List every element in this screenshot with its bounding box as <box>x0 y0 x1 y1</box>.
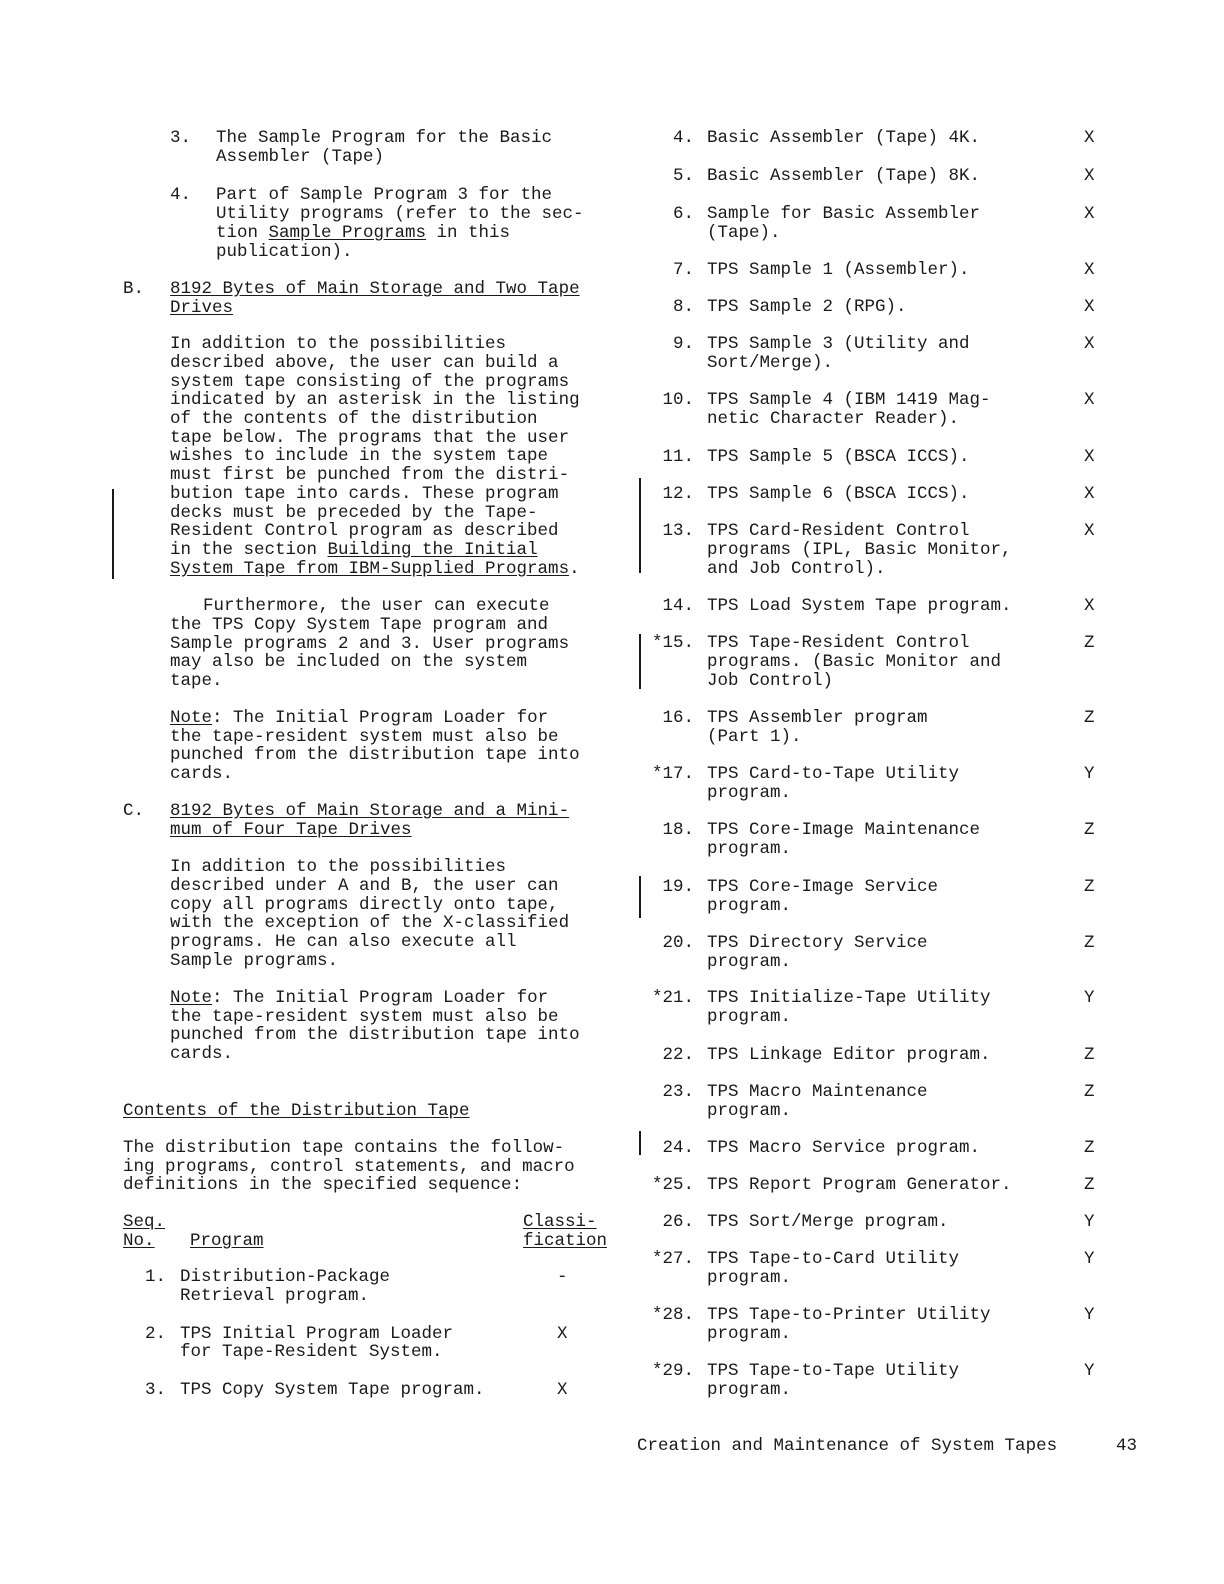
paragraph-line: tape. <box>170 671 223 691</box>
contents-heading: Contents of the Distribution Tape <box>123 1101 470 1121</box>
note-line: punched from the distribution tape into <box>170 745 580 765</box>
row-program: for Tape-Resident System. <box>180 1342 443 1362</box>
row-number: 12. <box>662 484 694 504</box>
row-classification: Y <box>1084 1361 1095 1381</box>
row-program: Sample for Basic Assembler <box>707 204 981 224</box>
revision-bar <box>639 1131 641 1155</box>
paragraph-line: decks must be preceded by the Tape- <box>170 503 538 523</box>
note-line <box>170 709 548 728</box>
row-program: and Job Control). <box>707 559 886 579</box>
row-number: *27. <box>651 1249 694 1269</box>
row-classification: Z <box>1084 708 1095 728</box>
row-number: *15. <box>651 633 694 653</box>
section-heading: Drives <box>170 298 234 318</box>
paragraph-line <box>170 560 580 579</box>
row-number: 26. <box>662 1212 694 1232</box>
paragraph-line: described above, the user can build a <box>170 353 559 373</box>
row-program: TPS Assembler program <box>707 708 928 728</box>
row-number: 8. <box>672 297 694 317</box>
table-header-classification: fication <box>523 1231 608 1251</box>
row-program: program. <box>707 1268 792 1288</box>
row-program: TPS Directory Service <box>707 933 928 953</box>
row-classification: X <box>557 1324 568 1344</box>
paragraph-line: tape below. The programs that the user <box>170 428 570 448</box>
row-classification: X <box>1084 128 1095 148</box>
row-number: 16. <box>662 708 694 728</box>
row-number: 20. <box>662 933 694 953</box>
section-heading: mum of Four Tape Drives <box>170 820 412 840</box>
section-heading: 8192 Bytes of Main Storage and a Mini- <box>170 801 570 821</box>
row-number: 2. <box>144 1324 166 1344</box>
row-number: *21. <box>651 988 694 1008</box>
row-number: 24. <box>662 1138 694 1158</box>
row-program: program. <box>707 783 792 803</box>
row-program: program. <box>707 1380 792 1400</box>
note-line: the tape-resident system must also be <box>170 727 559 747</box>
list-item-text: Utility programs (refer to the sec- <box>216 204 584 224</box>
row-classification: X <box>1084 297 1095 317</box>
row-classification: Z <box>1084 1045 1095 1065</box>
row-program: TPS Macro Service program. <box>707 1138 981 1158</box>
paragraph-line: Sample programs. <box>170 951 339 971</box>
row-number: *25. <box>651 1175 694 1195</box>
row-classification: X <box>1084 521 1095 541</box>
paragraph-line: with the exception of the X-classified <box>170 913 570 933</box>
row-number: 5. <box>672 166 694 186</box>
row-classification: X <box>557 1380 568 1400</box>
list-item-text: publication). <box>216 242 353 262</box>
row-program: program. <box>707 1007 792 1027</box>
row-program: Basic Assembler (Tape) 4K. <box>707 128 981 148</box>
row-program: TPS Sample 3 (Utility and <box>707 334 970 354</box>
row-program: netic Character Reader). <box>707 409 960 429</box>
row-classification: Z <box>1084 877 1095 897</box>
paragraph-line: Furthermore, the user can execute <box>203 596 550 616</box>
list-item-text: Part of Sample Program 3 for the <box>216 185 553 205</box>
paragraph-line: copy all programs directly onto tape, <box>170 895 559 915</box>
row-classification: X <box>1084 390 1095 410</box>
row-program: TPS Initialize-Tape Utility <box>707 988 991 1008</box>
row-number: *28. <box>651 1305 694 1325</box>
row-number: 7. <box>672 260 694 280</box>
paragraph-line: Resident Control program as described <box>170 521 559 541</box>
row-program: program. <box>707 839 792 859</box>
row-classification: Z <box>1084 1082 1095 1102</box>
table-header-program: Program <box>190 1231 264 1251</box>
text-span: tion <box>216 223 269 243</box>
row-program: TPS Tape-to-Tape Utility <box>707 1361 960 1381</box>
row-program: TPS Report Program Generator. <box>707 1175 1012 1195</box>
row-program: program. <box>707 1324 792 1344</box>
section-letter: C. <box>123 801 145 821</box>
list-item-number: 3. <box>170 128 192 148</box>
row-program: Job Control) <box>707 671 834 691</box>
text-span: in this <box>426 223 511 243</box>
row-number: 19. <box>662 877 694 897</box>
row-classification: - <box>557 1267 568 1287</box>
note-line: cards. <box>170 764 234 784</box>
paragraph-line: may also be included on the system <box>170 652 528 672</box>
paragraph-line: bution tape into cards. These program <box>170 484 559 504</box>
row-classification: Y <box>1084 1212 1095 1232</box>
row-classification: Y <box>1084 988 1095 1008</box>
row-program: TPS Core-Image Service <box>707 877 939 897</box>
row-classification: X <box>1084 447 1095 467</box>
text-span: : The Initial Program Loader for <box>212 988 549 1008</box>
row-program: TPS Sample 6 (BSCA ICCS). <box>707 484 970 504</box>
note-label: Note <box>170 708 213 728</box>
row-program: programs (IPL, Basic Monitor, <box>707 540 1012 560</box>
paragraph-line: In addition to the possibilities <box>170 857 507 877</box>
running-footer-title: Creation and Maintenance of System Tapes <box>637 1436 1058 1456</box>
paragraph-line: of the contents of the distribution <box>170 409 538 429</box>
revision-bar <box>639 478 641 573</box>
row-program: program. <box>707 952 792 972</box>
row-number: 9. <box>672 334 694 354</box>
paragraph-line: must first be punched from the distri- <box>170 465 570 485</box>
section-heading: 8192 Bytes of Main Storage and Two Tape <box>170 279 580 299</box>
row-classification: X <box>1084 484 1095 504</box>
row-program: TPS Core-Image Maintenance <box>707 820 981 840</box>
row-program: TPS Card-Resident Control <box>707 521 970 541</box>
row-program: TPS Linkage Editor program. <box>707 1045 991 1065</box>
row-program: TPS Tape-to-Printer Utility <box>707 1305 991 1325</box>
page-number: 43 <box>1116 1436 1138 1456</box>
row-program: Sort/Merge). <box>707 353 834 373</box>
row-classification: Y <box>1084 764 1095 784</box>
list-item-text: The Sample Program for the Basic <box>216 128 553 148</box>
row-number: 23. <box>662 1082 694 1102</box>
row-program: TPS Initial Program Loader <box>180 1324 454 1344</box>
row-program: TPS Load System Tape program. <box>707 596 1012 616</box>
building-initial-tape-link-cont[interactable]: System Tape from IBM-Supplied Programs <box>170 559 570 579</box>
row-program: TPS Copy System Tape program. <box>180 1380 485 1400</box>
revision-bar <box>112 489 114 579</box>
text-span: . <box>569 559 580 579</box>
note-line <box>170 989 548 1008</box>
row-classification: Y <box>1084 1305 1095 1325</box>
row-program: TPS Sample 1 (Assembler). <box>707 260 970 280</box>
row-program: program. <box>707 1101 792 1121</box>
paragraph-line: indicated by an asterisk in the listing <box>170 390 580 410</box>
row-number: 1. <box>144 1267 166 1287</box>
paragraph-line: definitions in the specified sequence: <box>123 1175 523 1195</box>
list-item-text: Assembler (Tape) <box>216 147 385 167</box>
row-program: TPS Sample 5 (BSCA ICCS). <box>707 447 970 467</box>
paragraph-line: system tape consisting of the programs <box>170 372 570 392</box>
row-program: TPS Macro Maintenance <box>707 1082 928 1102</box>
row-program: TPS Sample 2 (RPG). <box>707 297 907 317</box>
row-classification: X <box>1084 334 1095 354</box>
row-classification: Z <box>1084 1138 1095 1158</box>
row-number: 22. <box>662 1045 694 1065</box>
row-program: Basic Assembler (Tape) 8K. <box>707 166 981 186</box>
paragraph-line: The distribution tape contains the follow- <box>123 1138 565 1158</box>
row-number: 6. <box>672 204 694 224</box>
paragraph-line: programs. He can also execute all <box>170 932 517 952</box>
row-program: TPS Tape-to-Card Utility <box>707 1249 960 1269</box>
row-program: (Part 1). <box>707 727 802 747</box>
row-program: programs. (Basic Monitor and <box>707 652 1002 672</box>
row-number: 14. <box>662 596 694 616</box>
row-number: *29. <box>651 1361 694 1381</box>
row-program: TPS Sample 4 (IBM 1419 Mag- <box>707 390 991 410</box>
table-header-seq: Seq. <box>123 1212 166 1232</box>
paragraph-line: ing programs, control statements, and macro <box>123 1157 575 1177</box>
row-number: *17. <box>651 764 694 784</box>
list-item-text <box>216 224 510 243</box>
note-label: Note <box>170 988 213 1008</box>
row-program: (Tape). <box>707 223 781 243</box>
row-classification: X <box>1084 260 1095 280</box>
row-number: 10. <box>662 390 694 410</box>
table-header-classification: Classi- <box>523 1212 597 1232</box>
row-classification: Y <box>1084 1249 1095 1269</box>
row-program: TPS Sort/Merge program. <box>707 1212 949 1232</box>
row-classification: Z <box>1084 820 1095 840</box>
row-classification: Z <box>1084 633 1095 653</box>
note-line: the tape-resident system must also be <box>170 1007 559 1027</box>
building-initial-tape-link[interactable]: Building the Initial <box>327 540 538 560</box>
paragraph-line: described under A and B, the user can <box>170 876 559 896</box>
row-number: 3. <box>144 1380 166 1400</box>
row-classification: Z <box>1084 1175 1095 1195</box>
row-number: 4. <box>672 128 694 148</box>
table-header-no: No. <box>123 1231 155 1251</box>
list-item-number: 4. <box>170 185 192 205</box>
paragraph-line <box>170 541 538 560</box>
row-program: Retrieval program. <box>180 1286 370 1306</box>
paragraph-line: wishes to include in the system tape <box>170 446 549 466</box>
paragraph-line: In addition to the possibilities <box>170 334 507 354</box>
row-number: 13. <box>662 521 694 541</box>
row-classification: X <box>1084 166 1095 186</box>
note-line: punched from the distribution tape into <box>170 1025 580 1045</box>
paragraph-line: Sample programs 2 and 3. User programs <box>170 634 570 654</box>
row-program: TPS Tape-Resident Control <box>707 633 970 653</box>
row-number: 18. <box>662 820 694 840</box>
text-span: in the section <box>170 540 328 560</box>
row-program: TPS Card-to-Tape Utility <box>707 764 960 784</box>
row-program: program. <box>707 896 792 916</box>
paragraph-line: the TPS Copy System Tape program and <box>170 615 549 635</box>
revision-bar <box>639 634 641 689</box>
row-classification: X <box>1084 204 1095 224</box>
row-classification: X <box>1084 596 1095 616</box>
note-line: cards. <box>170 1044 234 1064</box>
row-program: Distribution-Package <box>180 1267 391 1287</box>
sample-programs-link[interactable]: Sample Programs <box>268 223 427 243</box>
text-span: : The Initial Program Loader for <box>212 708 549 728</box>
section-letter: B. <box>123 279 145 299</box>
row-number: 11. <box>662 447 694 467</box>
revision-bar <box>639 876 641 918</box>
row-classification: Z <box>1084 933 1095 953</box>
